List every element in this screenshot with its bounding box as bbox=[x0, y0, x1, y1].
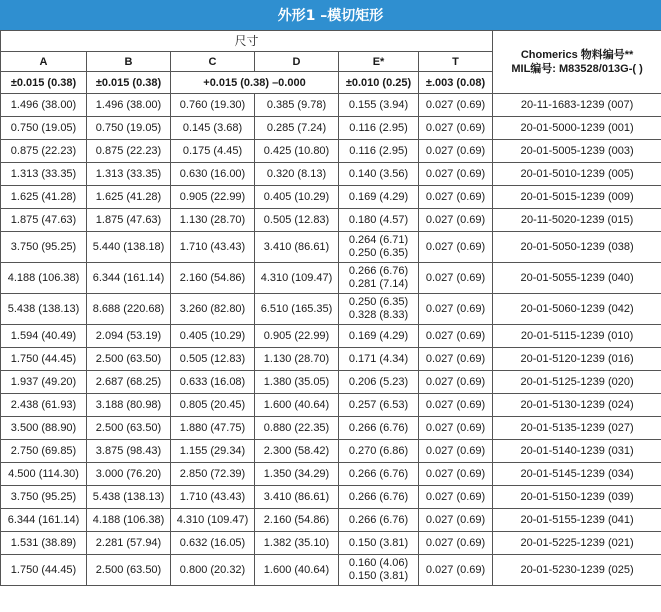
cell-part-number: 20-01-5120-1239 (016) bbox=[493, 348, 661, 371]
cell-e-value: 0.281 (7.14) bbox=[348, 278, 409, 290]
cell-d: 0.385 (9.78) bbox=[255, 94, 339, 117]
table-row bbox=[1, 117, 661, 140]
cell-c: 0.805 (20.45) bbox=[171, 394, 255, 417]
table-body bbox=[1, 94, 661, 586]
cell-b: 2.281 (57.94) bbox=[87, 532, 171, 555]
cell-b: 8.688 (220.68) bbox=[87, 294, 171, 325]
cell-a: 1.625 (41.28) bbox=[1, 186, 87, 209]
cell-e-value: 0.180 (4.57) bbox=[348, 213, 409, 226]
cell-a: 2.438 (61.93) bbox=[1, 394, 87, 417]
table-row bbox=[1, 94, 661, 117]
cell-t: 0.027 (0.69) bbox=[419, 325, 493, 348]
cell-e-value: 0.140 (3.56) bbox=[348, 167, 409, 180]
cell-c: 0.505 (12.83) bbox=[171, 348, 255, 371]
cell-c: 0.760 (19.30) bbox=[171, 94, 255, 117]
cell-a: 4.500 (114.30) bbox=[1, 463, 87, 486]
cell-c: 2.850 (72.39) bbox=[171, 463, 255, 486]
cell-part-number: 20-01-5225-1239 (021) bbox=[493, 532, 661, 555]
column-header-t: T bbox=[419, 52, 493, 72]
table-row bbox=[1, 532, 661, 555]
size-header: 尺寸 bbox=[1, 31, 493, 52]
cell-b: 4.188 (106.38) bbox=[87, 509, 171, 532]
cell-t: 0.027 (0.69) bbox=[419, 486, 493, 509]
table-row bbox=[1, 140, 661, 163]
cell-e-value: 0.266 (6.76) bbox=[348, 421, 409, 434]
cell-d: 1.350 (34.29) bbox=[255, 463, 339, 486]
cell-d: 0.505 (12.83) bbox=[255, 209, 339, 232]
cell-d: 0.405 (10.29) bbox=[255, 186, 339, 209]
table-row bbox=[1, 394, 661, 417]
cell-d: 0.320 (8.13) bbox=[255, 163, 339, 186]
cell-e-value: 0.169 (4.29) bbox=[348, 329, 409, 342]
cell-t: 0.027 (0.69) bbox=[419, 94, 493, 117]
cell-e bbox=[339, 509, 419, 532]
cell-e bbox=[339, 263, 419, 294]
cell-c: 0.632 (16.05) bbox=[171, 532, 255, 555]
cell-t: 0.027 (0.69) bbox=[419, 417, 493, 440]
cell-d: 0.425 (10.80) bbox=[255, 140, 339, 163]
part-number-header-line1: Chomerics 物料编号** bbox=[520, 49, 634, 61]
cell-e-value: 0.328 (8.33) bbox=[348, 309, 409, 321]
cell-t: 0.027 (0.69) bbox=[419, 348, 493, 371]
cell-e-value: 0.155 (3.94) bbox=[348, 98, 409, 111]
cell-e-value: 0.266 (6.76) bbox=[348, 490, 409, 503]
cell-c: 0.633 (16.08) bbox=[171, 371, 255, 394]
table-row bbox=[1, 163, 661, 186]
column-header-e: E* bbox=[339, 52, 419, 72]
cell-a: 3.750 (95.25) bbox=[1, 486, 87, 509]
cell-a: 5.438 (138.13) bbox=[1, 294, 87, 325]
cell-d: 1.380 (35.05) bbox=[255, 371, 339, 394]
cell-c: 4.310 (109.47) bbox=[171, 509, 255, 532]
cell-e-value: 0.250 (6.35) bbox=[348, 247, 409, 259]
cell-e-value: 0.250 (6.35) bbox=[348, 296, 409, 308]
cell-part-number: 20-01-5150-1239 (039) bbox=[493, 486, 661, 509]
dimension-table bbox=[0, 30, 661, 586]
cell-e bbox=[339, 294, 419, 325]
cell-b: 1.875 (47.63) bbox=[87, 209, 171, 232]
cell-d: 1.130 (28.70) bbox=[255, 348, 339, 371]
cell-a: 3.500 (88.90) bbox=[1, 417, 87, 440]
cell-e bbox=[339, 163, 419, 186]
table-row bbox=[1, 209, 661, 232]
cell-a: 3.750 (95.25) bbox=[1, 232, 87, 263]
cell-e-value: 0.171 (4.34) bbox=[348, 352, 409, 365]
cell-e bbox=[339, 348, 419, 371]
table-row bbox=[1, 463, 661, 486]
cell-part-number: 20-01-5130-1239 (024) bbox=[493, 394, 661, 417]
table-title: 外形1 –模切矩形 bbox=[0, 0, 661, 30]
cell-t: 0.027 (0.69) bbox=[419, 532, 493, 555]
table-row bbox=[1, 232, 661, 263]
cell-t: 0.027 (0.69) bbox=[419, 209, 493, 232]
cell-c: 0.405 (10.29) bbox=[171, 325, 255, 348]
cell-b: 2.094 (53.19) bbox=[87, 325, 171, 348]
cell-part-number: 20-01-5145-1239 (034) bbox=[493, 463, 661, 486]
cell-e-value: 0.160 (4.06) bbox=[348, 557, 409, 569]
cell-a: 1.750 (44.45) bbox=[1, 555, 87, 586]
cell-t: 0.027 (0.69) bbox=[419, 140, 493, 163]
table-row bbox=[1, 348, 661, 371]
cell-part-number: 20-01-5230-1239 (025) bbox=[493, 555, 661, 586]
cell-b: 2.500 (63.50) bbox=[87, 555, 171, 586]
cell-e bbox=[339, 371, 419, 394]
cell-b: 1.625 (41.28) bbox=[87, 186, 171, 209]
cell-a: 0.875 (22.23) bbox=[1, 140, 87, 163]
cell-a: 1.313 (33.35) bbox=[1, 163, 87, 186]
cell-part-number: 20-11-5020-1239 (015) bbox=[493, 209, 661, 232]
cell-part-number: 20-01-5055-1239 (040) bbox=[493, 263, 661, 294]
tolerance-b: ±0.015 (0.38) bbox=[87, 72, 171, 94]
cell-b: 3.000 (76.20) bbox=[87, 463, 171, 486]
cell-t: 0.027 (0.69) bbox=[419, 440, 493, 463]
cell-a: 1.531 (38.89) bbox=[1, 532, 87, 555]
cell-t: 0.027 (0.69) bbox=[419, 509, 493, 532]
cell-e-value: 0.150 (3.81) bbox=[348, 536, 409, 549]
cell-c: 0.175 (4.45) bbox=[171, 140, 255, 163]
cell-b: 3.875 (98.43) bbox=[87, 440, 171, 463]
cell-b: 1.496 (38.00) bbox=[87, 94, 171, 117]
cell-e bbox=[339, 463, 419, 486]
cell-e-value: 0.264 (6.71) bbox=[348, 234, 409, 246]
cell-d: 0.905 (22.99) bbox=[255, 325, 339, 348]
cell-a: 1.594 (40.49) bbox=[1, 325, 87, 348]
table-row bbox=[1, 294, 661, 325]
cell-e-value: 0.206 (5.23) bbox=[348, 375, 409, 388]
cell-d: 0.880 (22.35) bbox=[255, 417, 339, 440]
cell-e bbox=[339, 140, 419, 163]
table-row bbox=[1, 263, 661, 294]
cell-t: 0.027 (0.69) bbox=[419, 394, 493, 417]
cell-part-number: 20-01-5135-1239 (027) bbox=[493, 417, 661, 440]
cell-part-number: 20-01-5015-1239 (009) bbox=[493, 186, 661, 209]
cell-e bbox=[339, 417, 419, 440]
column-header-a: A bbox=[1, 52, 87, 72]
cell-t: 0.027 (0.69) bbox=[419, 232, 493, 263]
table-row bbox=[1, 417, 661, 440]
cell-e bbox=[339, 232, 419, 263]
cell-part-number: 20-01-5115-1239 (010) bbox=[493, 325, 661, 348]
cell-d: 1.382 (35.10) bbox=[255, 532, 339, 555]
cell-e bbox=[339, 325, 419, 348]
cell-part-number: 20-01-5060-1239 (042) bbox=[493, 294, 661, 325]
cell-e bbox=[339, 209, 419, 232]
cell-d: 4.310 (109.47) bbox=[255, 263, 339, 294]
cell-t: 0.027 (0.69) bbox=[419, 371, 493, 394]
cell-b: 1.313 (33.35) bbox=[87, 163, 171, 186]
column-header-d: D bbox=[255, 52, 339, 72]
table-row bbox=[1, 440, 661, 463]
cell-part-number: 20-01-5155-1239 (041) bbox=[493, 509, 661, 532]
cell-c: 0.630 (16.00) bbox=[171, 163, 255, 186]
cell-b: 2.500 (63.50) bbox=[87, 348, 171, 371]
cell-e-value: 0.150 (3.81) bbox=[348, 570, 409, 582]
table-row bbox=[1, 486, 661, 509]
cell-d: 2.300 (58.42) bbox=[255, 440, 339, 463]
cell-part-number: 20-01-5125-1239 (020) bbox=[493, 371, 661, 394]
tolerance-cd: +0.015 (0.38) –0.000 bbox=[171, 72, 339, 94]
cell-c: 1.710 (43.43) bbox=[171, 232, 255, 263]
cell-d: 1.600 (40.64) bbox=[255, 394, 339, 417]
cell-c: 3.260 (82.80) bbox=[171, 294, 255, 325]
table-row bbox=[1, 186, 661, 209]
cell-c: 0.800 (20.32) bbox=[171, 555, 255, 586]
cell-a: 2.750 (69.85) bbox=[1, 440, 87, 463]
cell-d: 1.600 (40.64) bbox=[255, 555, 339, 586]
cell-part-number: 20-01-5140-1239 (031) bbox=[493, 440, 661, 463]
cell-a: 6.344 (161.14) bbox=[1, 509, 87, 532]
cell-b: 0.750 (19.05) bbox=[87, 117, 171, 140]
cell-b: 2.500 (63.50) bbox=[87, 417, 171, 440]
column-header-c: C bbox=[171, 52, 255, 72]
cell-d: 3.410 (86.61) bbox=[255, 486, 339, 509]
cell-d: 2.160 (54.86) bbox=[255, 509, 339, 532]
cell-e bbox=[339, 94, 419, 117]
cell-t: 0.027 (0.69) bbox=[419, 263, 493, 294]
cell-d: 6.510 (165.35) bbox=[255, 294, 339, 325]
cell-b: 5.440 (138.18) bbox=[87, 232, 171, 263]
table-row bbox=[1, 325, 661, 348]
cell-c: 1.155 (29.34) bbox=[171, 440, 255, 463]
cell-a: 0.750 (19.05) bbox=[1, 117, 87, 140]
cell-e bbox=[339, 117, 419, 140]
cell-t: 0.027 (0.69) bbox=[419, 117, 493, 140]
cell-b: 0.875 (22.23) bbox=[87, 140, 171, 163]
cell-b: 3.188 (80.98) bbox=[87, 394, 171, 417]
cell-e bbox=[339, 440, 419, 463]
part-number-header bbox=[493, 31, 661, 94]
cell-a: 1.937 (49.20) bbox=[1, 371, 87, 394]
cell-e bbox=[339, 186, 419, 209]
cell-d: 0.285 (7.24) bbox=[255, 117, 339, 140]
tolerance-a: ±0.015 (0.38) bbox=[1, 72, 87, 94]
table-row bbox=[1, 371, 661, 394]
cell-c: 1.710 (43.43) bbox=[171, 486, 255, 509]
cell-a: 1.496 (38.00) bbox=[1, 94, 87, 117]
cell-e bbox=[339, 555, 419, 586]
column-header-b: B bbox=[87, 52, 171, 72]
cell-e-value: 0.266 (6.76) bbox=[348, 467, 409, 480]
cell-t: 0.027 (0.69) bbox=[419, 163, 493, 186]
cell-a: 1.875 (47.63) bbox=[1, 209, 87, 232]
cell-part-number: 20-01-5005-1239 (003) bbox=[493, 140, 661, 163]
cell-e bbox=[339, 486, 419, 509]
cell-c: 0.145 (3.68) bbox=[171, 117, 255, 140]
part-number-header-line2: MIL编号: M83528/013G-( ) bbox=[511, 63, 643, 75]
cell-e-value: 0.266 (6.76) bbox=[348, 513, 409, 526]
table-row bbox=[1, 555, 661, 586]
table-row bbox=[1, 509, 661, 532]
cell-a: 4.188 (106.38) bbox=[1, 263, 87, 294]
cell-e-value: 0.169 (4.29) bbox=[348, 190, 409, 203]
cell-d: 3.410 (86.61) bbox=[255, 232, 339, 263]
cell-part-number: 20-01-5050-1239 (038) bbox=[493, 232, 661, 263]
cell-c: 0.905 (22.99) bbox=[171, 186, 255, 209]
cell-c: 1.880 (47.75) bbox=[171, 417, 255, 440]
cell-e bbox=[339, 532, 419, 555]
cell-e-value: 0.266 (6.76) bbox=[348, 265, 409, 277]
cell-e bbox=[339, 394, 419, 417]
cell-part-number: 20-01-5000-1239 (001) bbox=[493, 117, 661, 140]
cell-b: 2.687 (68.25) bbox=[87, 371, 171, 394]
tolerance-e: ±0.010 (0.25) bbox=[339, 72, 419, 94]
tolerance-t: ±.003 (0.08) bbox=[419, 72, 493, 94]
cell-a: 1.750 (44.45) bbox=[1, 348, 87, 371]
cell-part-number: 20-11-1683-1239 (007) bbox=[493, 94, 661, 117]
cell-e-value: 0.116 (2.95) bbox=[349, 121, 408, 134]
cell-e-value: 0.270 (6.86) bbox=[348, 444, 409, 457]
cell-t: 0.027 (0.69) bbox=[419, 186, 493, 209]
cell-b: 5.438 (138.13) bbox=[87, 486, 171, 509]
cell-part-number: 20-01-5010-1239 (005) bbox=[493, 163, 661, 186]
cell-t: 0.027 (0.69) bbox=[419, 463, 493, 486]
cell-c: 2.160 (54.86) bbox=[171, 263, 255, 294]
cell-t: 0.027 (0.69) bbox=[419, 555, 493, 586]
cell-e-value: 0.257 (6.53) bbox=[348, 398, 409, 411]
cell-b: 6.344 (161.14) bbox=[87, 263, 171, 294]
cell-c: 1.130 (28.70) bbox=[171, 209, 255, 232]
cell-e-value: 0.116 (2.95) bbox=[349, 144, 408, 157]
cell-t: 0.027 (0.69) bbox=[419, 294, 493, 325]
